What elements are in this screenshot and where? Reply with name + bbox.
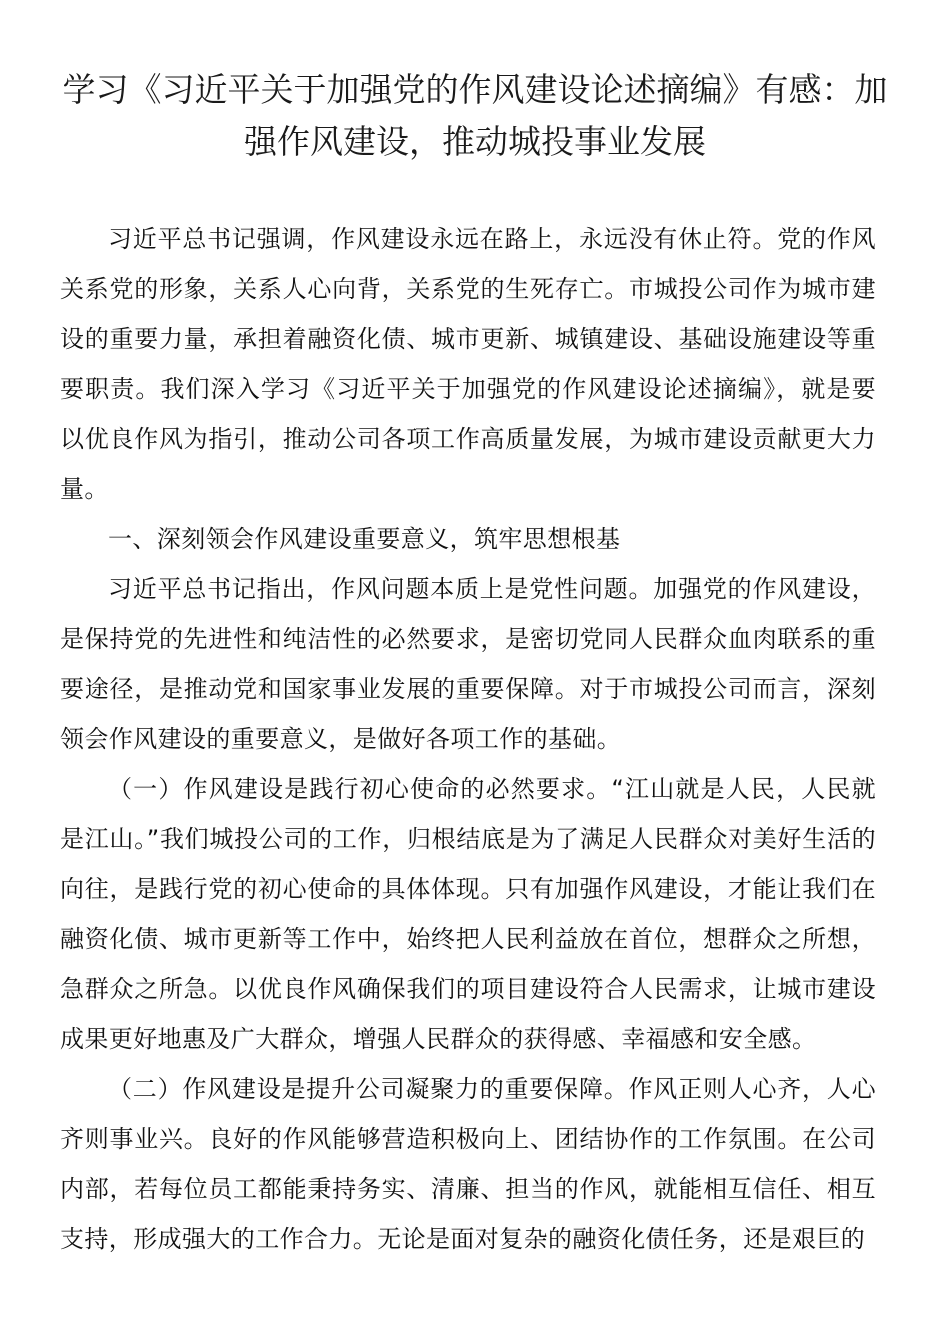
section-heading-1: 一、深刻领会作风建设重要意义，筑牢思想根基 <box>108 525 621 553</box>
document-title: 学习《习近平关于加强党的作风建设论述摘编》有感：加强作风建设，推动城投事业发展 <box>62 70 888 161</box>
document-body <box>60 214 876 1264</box>
intro-paragraph: 习近平总书记强调，作风建设永远在路上，永远没有休止符。党的作风关系党的形象，关系人心向背，关系党的生死存亡。市城投公司作为城市建设的重要力量，承担着融资化债、城市更新、城镇建设、基础设施建设等重要职责。我们深入学习《习近平关于加强党的作风建设论述摘编》，就是要以优良作风为指引，推动公司各项工作高质量发展，为城市建设贡献更大力量。 <box>60 225 876 503</box>
subsection-2-paragraph: （二）作风建设是提升公司凝聚力的重要保障。作风正则人心齐，人心齐则事业兴。良好的作风能够营造积极向上、团结协作的工作氛围。在公司内部，若每位员工都能秉持务实、清廉、担当的作风，就能相互信任、相互支持，形成强大的工作合力。无论是面对复杂的融资化债任务，还是艰巨的 <box>60 1075 876 1253</box>
subsection-1-paragraph: （一）作风建设是践行初心使命的必然要求。“江山就是人民，人民就是江山。”我们城投公司的工作，归根结底是为了满足人民群众对美好生活的向往，是践行党的初心使命的具体体现。只有加强作风建设，才能让我们在融资化债、城市更新等工作中，始终把人民利益放在首位，想群众之所想，急群众之所急。以优良作风确保我们的项目建设符合人民需求，让城市建设成果更好地惠及广大群众，增强人民群众的获得感、幸福感和安全感。 <box>60 775 876 1053</box>
section-1-paragraph: 习近平总书记指出，作风问题本质上是党性问题。加强党的作风建设，是保持党的先进性和纯洁性的必然要求，是密切党同人民群众血肉联系的重要途径，是推动党和国家事业发展的重要保障。对于市城投公司而言，深刻领会作风建设的重要意义，是做好各项工作的基础。 <box>60 575 876 753</box>
